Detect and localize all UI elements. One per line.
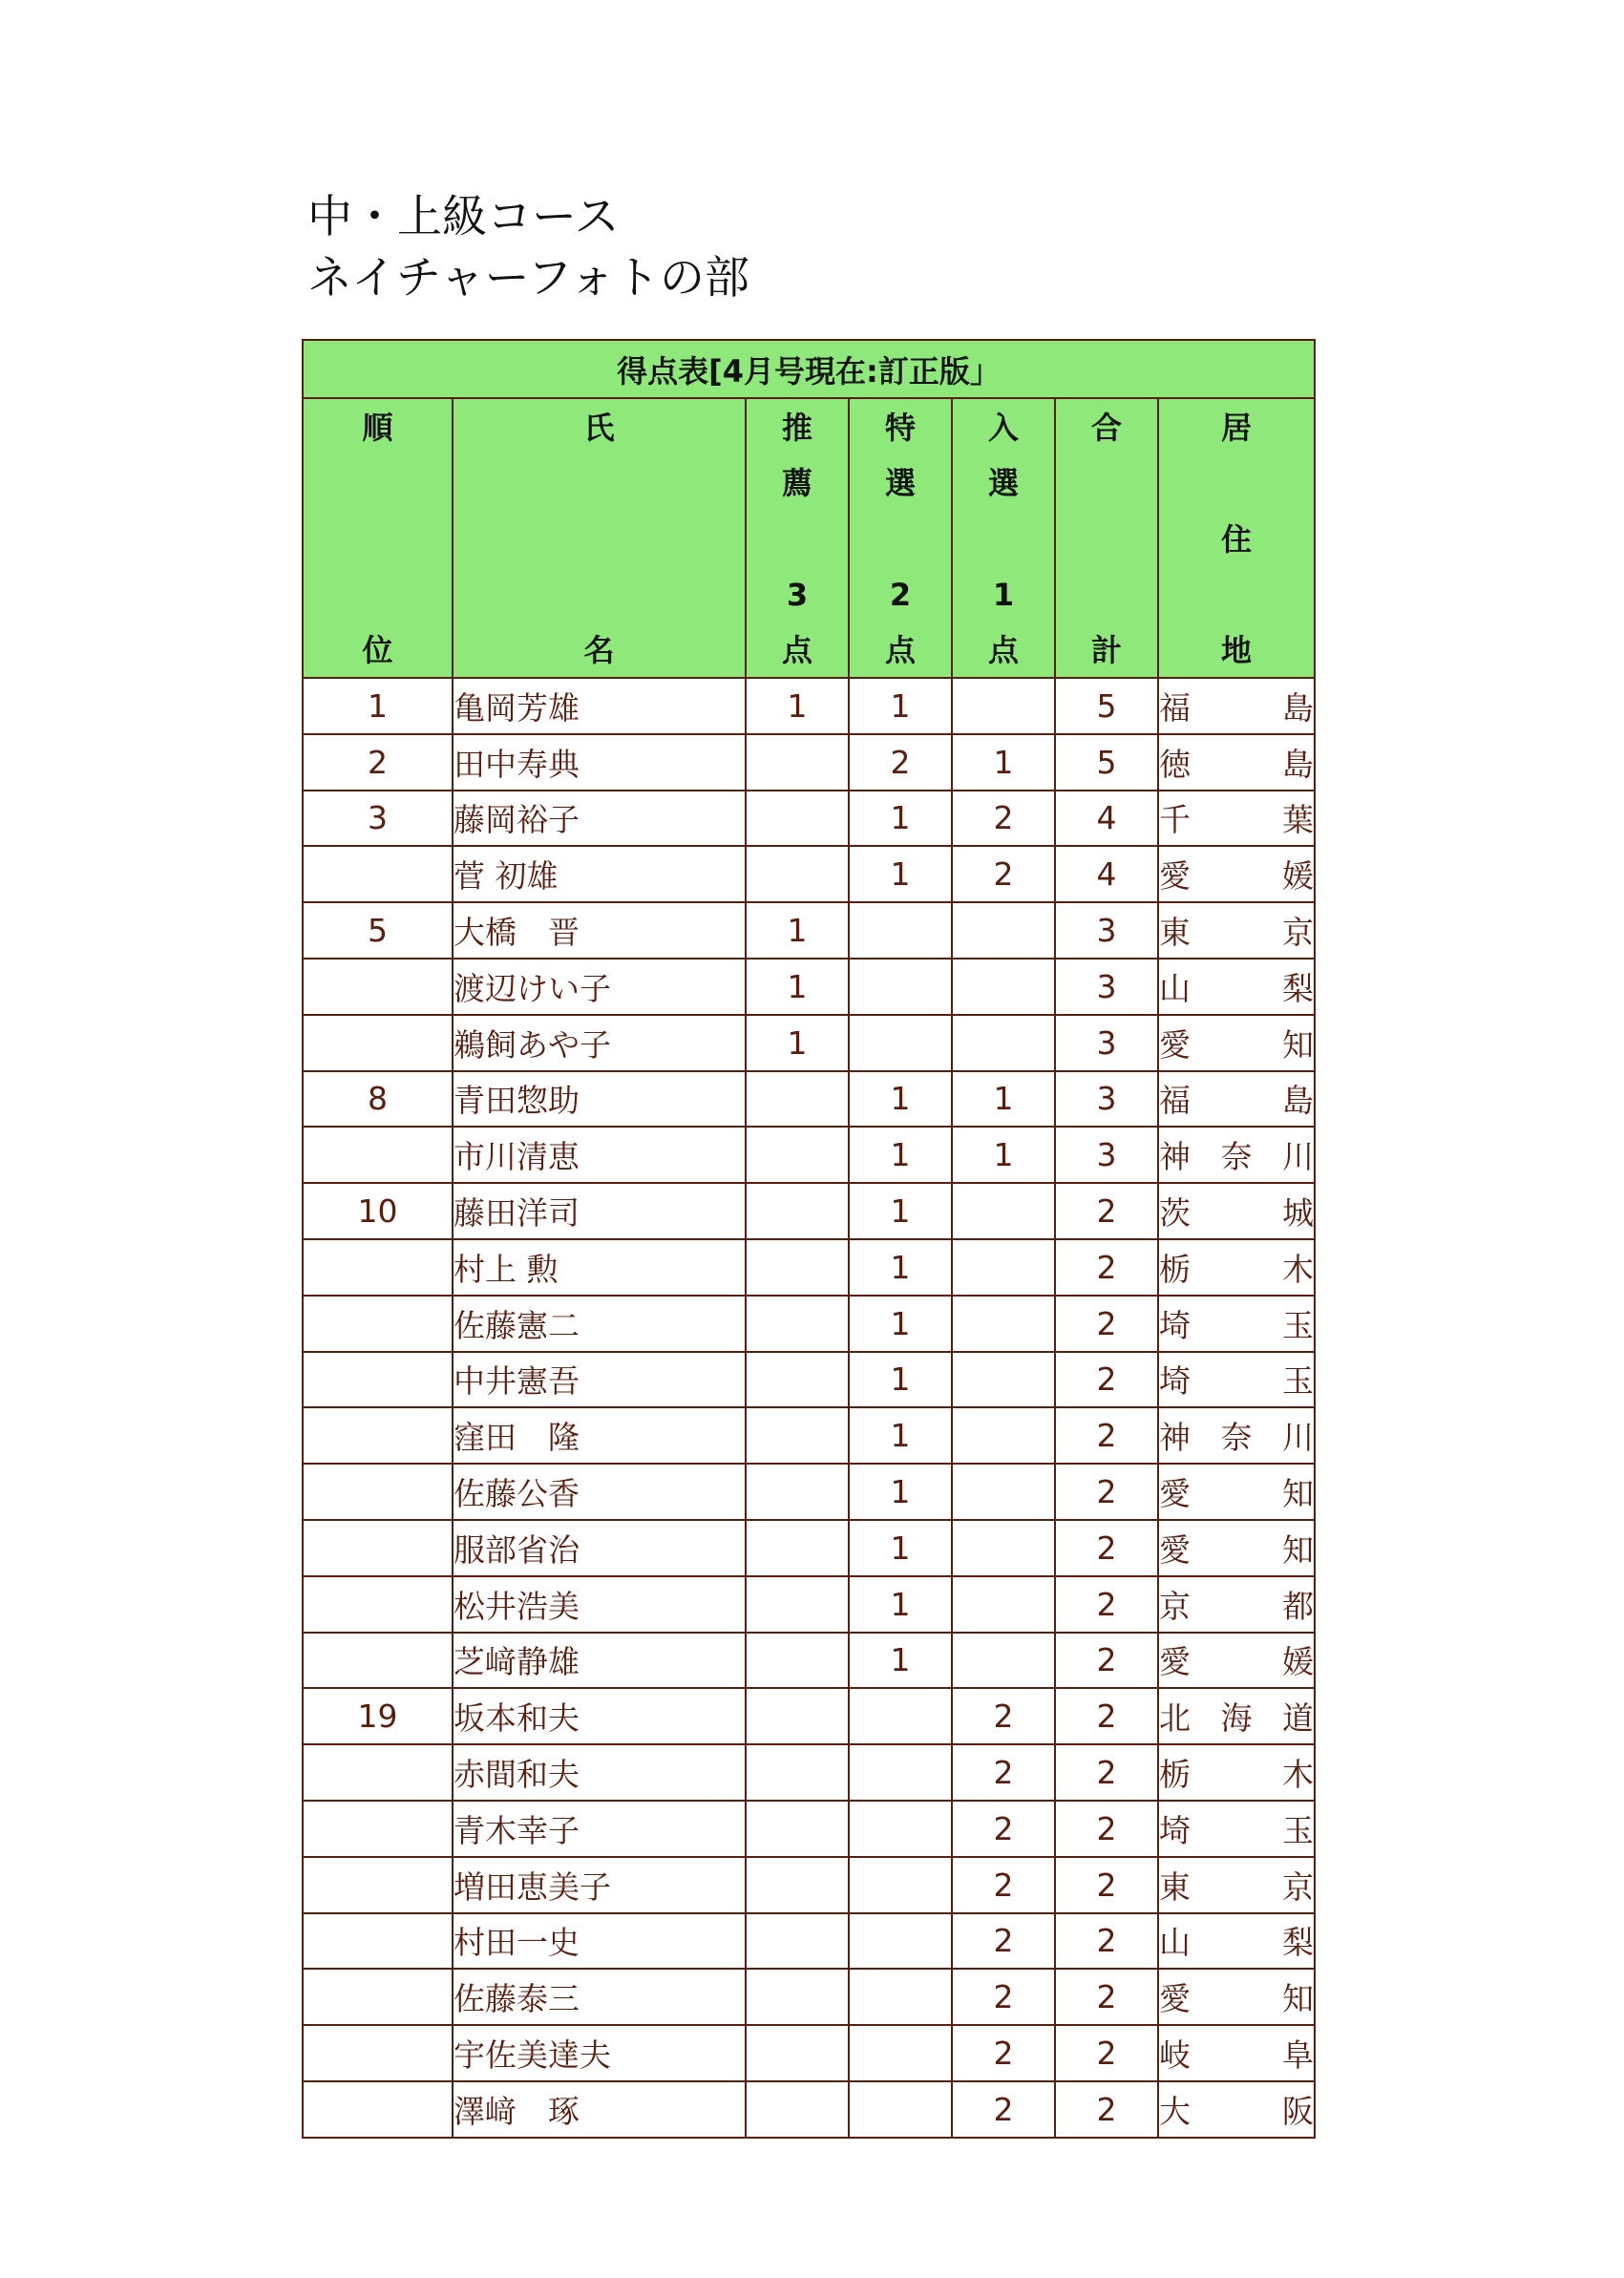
residence-cell: 東京 [1158,1857,1315,1913]
rank-cell [303,1744,453,1801]
table-row [303,2025,1315,2081]
total-cell: 2 [1055,1183,1158,1239]
residence-header-bottom: 地 [1220,632,1252,668]
special-points-cell: 1 [849,1407,952,1464]
name-cell: 宇佐美達夫 [453,2025,746,2081]
selected-points-cell [952,1464,1055,1520]
selected-points-cell [952,902,1055,959]
special-points-cell [849,1801,952,1857]
total-cell: 4 [1055,846,1158,902]
selected-points-cell [952,1407,1055,1464]
name-cell: 亀岡芳雄 [453,678,746,734]
rank-cell [303,1296,453,1352]
special-points-cell [849,2025,952,2081]
table-row [303,1913,1315,1970]
total-cell: 2 [1055,1520,1158,1576]
total-cell: 2 [1055,1969,1158,2025]
residence-cell: 東京 [1158,902,1315,959]
name-cell: 澤﨑 琢 [453,2081,746,2138]
rank-cell [303,846,453,902]
special-header-top2: 選 [884,465,916,501]
name-cell: 大橋 晋 [453,902,746,959]
rank-cell [303,1576,453,1633]
name-cell: 芝﨑静雄 [453,1633,746,1689]
residence-cell: 神奈川 [1158,1407,1315,1464]
selected-points-cell [952,1183,1055,1239]
special-points-cell [849,959,952,1015]
total-cell: 2 [1055,1688,1158,1744]
name-header [453,398,746,678]
special-points-cell: 1 [849,1464,952,1520]
rank-cell [303,2025,453,2081]
rank-cell [303,959,453,1015]
name-cell: 村田一史 [453,1913,746,1970]
name-cell: 藤岡裕子 [453,791,746,847]
recommend-header-top: 推 [781,410,812,446]
recommend-points-cell: 1 [746,1015,849,1071]
table-row [303,791,1315,847]
selected-points-cell [952,1296,1055,1352]
course-title: 中・上級コース [307,191,620,243]
recommend-points-cell [746,1407,849,1464]
name-cell: 藤田洋司 [453,1183,746,1239]
name-cell: 窪田 隆 [453,1407,746,1464]
recommend-points-cell [746,1969,849,2025]
rank-cell [303,1520,453,1576]
table-row [303,1688,1315,1744]
selected-points-cell: 2 [952,1857,1055,1913]
name-header-top: 氏 [583,410,615,446]
selected-points-cell [952,1352,1055,1408]
special-points-cell: 1 [849,1183,952,1239]
recommend-points-cell [746,1688,849,1744]
selected-points-cell [952,1520,1055,1576]
table-row [303,1520,1315,1576]
recommend-points-cell [746,791,849,847]
special-points-cell: 1 [849,1633,952,1689]
recommend-points-cell: 1 [746,902,849,959]
recommend-points-cell [746,1352,849,1408]
recommend-points-cell [746,1296,849,1352]
residence-cell: 福島 [1158,678,1315,734]
selected-points-cell: 2 [952,1688,1055,1744]
table-row [303,1015,1315,1071]
recommend-points-cell [746,1857,849,1913]
selected-points-cell [952,959,1055,1015]
special-header-top: 特 [884,410,916,446]
selected-points-cell: 2 [952,1969,1055,2025]
name-cell: 村上 勲 [453,1239,746,1296]
table-row [303,1296,1315,1352]
table-row [303,1183,1315,1239]
special-header [849,398,952,678]
special-points-cell: 1 [849,1520,952,1576]
name-header-bottom: 名 [583,632,615,668]
selected-points-cell [952,1576,1055,1633]
rank-cell [303,1913,453,1970]
total-cell: 3 [1055,902,1158,959]
special-points-cell [849,1969,952,2025]
name-cell: 田中寿典 [453,734,746,791]
special-points-cell [849,2081,952,2138]
special-points-cell: 1 [849,1576,952,1633]
recommend-points-cell [746,1913,849,1970]
name-cell: 増田恵美子 [453,1857,746,1913]
residence-cell: 愛知 [1158,1969,1315,2025]
selected-header [952,398,1055,678]
rank-cell [303,1801,453,1857]
residence-cell: 栃木 [1158,1744,1315,1801]
recommend-header [746,398,849,678]
recommend-points-cell [746,734,849,791]
residence-cell: 埼玉 [1158,1801,1315,1857]
selected-points-cell [952,678,1055,734]
recommend-points-cell [746,1744,849,1801]
recommend-points-cell [746,1801,849,1857]
recommend-points-cell: 1 [746,678,849,734]
selected-points-cell: 1 [952,1071,1055,1128]
total-header [1055,398,1158,678]
column-headers [303,398,1315,678]
special-points-cell: 1 [849,791,952,847]
selected-header-bottom: 点 [987,632,1019,668]
table-row [303,1407,1315,1464]
name-cell: 渡辺けい子 [453,959,746,1015]
name-cell: 佐藤泰三 [453,1969,746,2025]
selected-points-cell: 2 [952,1744,1055,1801]
selected-points-cell: 2 [952,2081,1055,2138]
residence-cell: 神奈川 [1158,1127,1315,1183]
rank-cell [303,2081,453,2138]
recommend-header-top2: 薦 [781,465,812,501]
special-points-cell: 1 [849,1127,952,1183]
selected-points-cell: 1 [952,1127,1055,1183]
recommend-points-cell [746,1071,849,1128]
table-row [303,846,1315,902]
name-cell: 松井浩美 [453,1576,746,1633]
table-row [303,1576,1315,1633]
total-cell: 2 [1055,1239,1158,1296]
table-row [303,2081,1315,2138]
rank-cell: 3 [303,791,453,847]
rank-cell: 10 [303,1183,453,1239]
table-row [303,1744,1315,1801]
residence-cell: 栃木 [1158,1239,1315,1296]
table-row [303,1352,1315,1408]
residence-cell: 福島 [1158,1071,1315,1128]
table-row [303,959,1315,1015]
residence-cell: 北海道 [1158,1688,1315,1744]
name-cell: 菅 初雄 [453,846,746,902]
total-cell: 2 [1055,2025,1158,2081]
residence-cell: 山梨 [1158,1913,1315,1970]
special-points-cell: 2 [849,734,952,791]
total-cell: 2 [1055,1633,1158,1689]
residence-header [1158,398,1315,678]
selected-points-cell: 2 [952,2025,1055,2081]
selected-points-cell: 2 [952,1913,1055,1970]
selected-header-top: 入 [987,410,1019,446]
rank-header-bottom: 位 [362,632,393,668]
rank-cell [303,1015,453,1071]
rank-cell: 1 [303,678,453,734]
total-cell: 2 [1055,1857,1158,1913]
total-cell: 2 [1055,1352,1158,1408]
special-points-cell [849,1857,952,1913]
table-row [303,1239,1315,1296]
residence-cell: 埼玉 [1158,1296,1315,1352]
name-cell: 坂本和夫 [453,1688,746,1744]
recommend-points-cell [746,2081,849,2138]
rank-cell [303,1127,453,1183]
total-cell: 2 [1055,1296,1158,1352]
total-cell: 2 [1055,2081,1158,2138]
total-cell: 3 [1055,1071,1158,1128]
name-cell: 中井憲吾 [453,1352,746,1408]
table-row [303,1633,1315,1689]
table-row [303,1857,1315,1913]
rank-header-top: 順 [362,410,393,446]
rank-cell [303,1352,453,1408]
name-cell: 赤間和夫 [453,1744,746,1801]
selected-points-cell: 1 [952,734,1055,791]
name-cell: 佐藤憲二 [453,1296,746,1352]
total-cell: 3 [1055,1015,1158,1071]
total-cell: 5 [1055,678,1158,734]
recommend-points-cell [746,1127,849,1183]
total-cell: 2 [1055,1744,1158,1801]
total-cell: 2 [1055,1913,1158,1970]
table-row [303,902,1315,959]
table-row [303,1969,1315,2025]
special-points-cell [849,1688,952,1744]
residence-cell: 大阪 [1158,2081,1315,2138]
residence-cell: 埼玉 [1158,1352,1315,1408]
special-points-cell: 1 [849,846,952,902]
rank-header [303,398,453,678]
residence-cell: 愛媛 [1158,846,1315,902]
selected-points-cell: 2 [952,1801,1055,1857]
special-points-cell: 1 [849,1239,952,1296]
recommend-points-cell [746,1464,849,1520]
score-table [302,339,1316,2139]
residence-cell: 茨城 [1158,1183,1315,1239]
selected-points-cell [952,1633,1055,1689]
residence-cell: 山梨 [1158,959,1315,1015]
total-cell: 2 [1055,1576,1158,1633]
name-cell: 青田惣助 [453,1071,746,1128]
residence-cell: 愛媛 [1158,1633,1315,1689]
total-cell: 5 [1055,734,1158,791]
name-cell: 佐藤公香 [453,1464,746,1520]
total-cell: 2 [1055,1464,1158,1520]
name-cell: 鵜飼あや子 [453,1015,746,1071]
table-row [303,678,1315,734]
residence-header-mid: 住 [1220,521,1252,558]
rank-cell [303,1239,453,1296]
special-points-cell: 1 [849,1071,952,1128]
residence-cell: 岐阜 [1158,2025,1315,2081]
recommend-header-bottom: 点 [781,632,812,668]
residence-cell: 愛知 [1158,1464,1315,1520]
total-cell: 2 [1055,1801,1158,1857]
rank-cell [303,1407,453,1464]
total-header-bottom: 計 [1090,632,1122,668]
special-points-cell [849,1015,952,1071]
residence-cell: 愛知 [1158,1520,1315,1576]
division-title: ネイチャーフォトの部 [307,252,749,305]
residence-cell: 京都 [1158,1576,1315,1633]
special-points-cell [849,1744,952,1801]
recommend-points-cell [746,1239,849,1296]
special-points-cell [849,902,952,959]
name-cell: 青木幸子 [453,1801,746,1857]
rank-cell: 2 [303,734,453,791]
residence-header-top: 居 [1220,410,1252,446]
table-title: 得点表[4月号現在:訂正版」 [303,340,1315,398]
special-header-pts: 2 [889,577,912,613]
total-cell: 2 [1055,1407,1158,1464]
rank-cell [303,1633,453,1689]
residence-cell: 愛知 [1158,1015,1315,1071]
selected-points-cell: 2 [952,791,1055,847]
rank-cell [303,1969,453,2025]
rank-cell: 19 [303,1688,453,1744]
total-cell: 4 [1055,791,1158,847]
rank-cell: 8 [303,1071,453,1128]
selected-points-cell [952,1239,1055,1296]
table-row [303,1801,1315,1857]
special-points-cell: 1 [849,678,952,734]
special-points-cell [849,1913,952,1970]
selected-header-top2: 選 [987,465,1019,501]
total-header-top: 合 [1090,410,1122,446]
rank-cell [303,1857,453,1913]
residence-cell: 徳島 [1158,734,1315,791]
recommend-header-pts: 3 [786,577,809,613]
selected-points-cell [952,1015,1055,1071]
recommend-points-cell: 1 [746,959,849,1015]
total-cell: 3 [1055,959,1158,1015]
name-cell: 服部省治 [453,1520,746,1576]
recommend-points-cell [746,846,849,902]
selected-points-cell: 2 [952,846,1055,902]
table-row [303,1127,1315,1183]
recommend-points-cell [746,1633,849,1689]
recommend-points-cell [746,1576,849,1633]
total-cell: 3 [1055,1127,1158,1183]
name-cell: 市川清恵 [453,1127,746,1183]
table-row [303,1464,1315,1520]
page-heading [307,187,749,309]
table-row [303,734,1315,791]
special-points-cell: 1 [849,1352,952,1408]
recommend-points-cell [746,2025,849,2081]
rank-cell [303,1464,453,1520]
special-points-cell: 1 [849,1296,952,1352]
residence-cell: 千葉 [1158,791,1315,847]
recommend-points-cell [746,1183,849,1239]
rank-cell: 5 [303,902,453,959]
recommend-points-cell [746,1520,849,1576]
score-rows [303,678,1315,2138]
selected-header-pts: 1 [992,577,1015,613]
special-header-bottom: 点 [884,632,916,668]
table-row [303,1071,1315,1128]
